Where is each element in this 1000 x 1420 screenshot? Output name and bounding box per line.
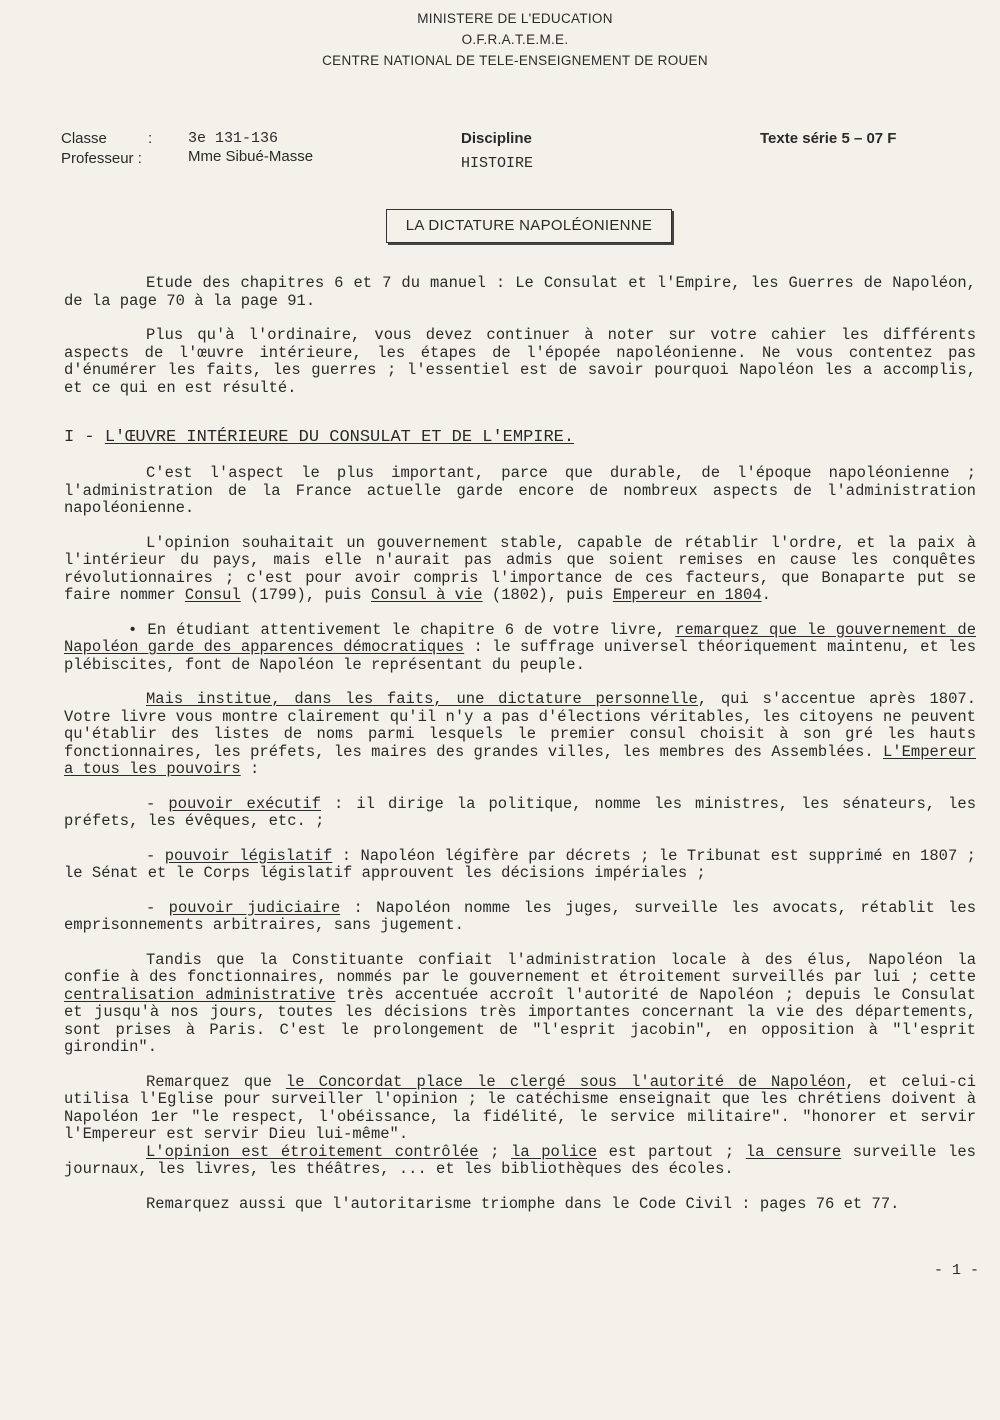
professeur-value: Mme Sibué-Masse — [188, 148, 314, 165]
section-heading — [64, 428, 574, 447]
document-title: LA DICTATURE NAPOLÉONIENNE — [386, 209, 672, 243]
section-number: I - — [64, 428, 95, 447]
underlined-text: Consul à vie — [370, 586, 483, 604]
underlined-text: L'opinion est étroitement contrôlée — [146, 1142, 479, 1161]
body-paragraph-3 — [64, 622, 976, 675]
underlined-text: L'Empereur a tous les pouvoirs — [64, 742, 976, 778]
body-paragraph-4 — [64, 691, 976, 779]
text-run: Remarquez que — [146, 1072, 286, 1091]
body-block — [64, 465, 976, 1213]
text-run: : il dirige la politique, nomme les ministres, les sénateurs, les préfets, les évêques, etc. ; — [64, 794, 977, 830]
text-run: , et celui-ci utilisa l'Eglise pour surveiller l'opinion ; le catéchisme enseignait que les chrétiens doivent à Napoléon 1er "le respect, l'obéissance, la fidélité, le service militaire". "honorer et servir l'Empereur est servir Dieu lui-même". — [64, 1072, 977, 1143]
document-header — [0, 8, 1000, 71]
dash: - — [146, 794, 169, 813]
text-run: : le suffrage universel théoriquement maintenu, et les plébiscites, font de Napoléon le représentant du peuple. — [64, 638, 976, 674]
classe-colon: : — [148, 130, 153, 147]
text-run: . — [761, 586, 771, 604]
body-paragraph-2 — [64, 535, 976, 605]
underlined-text: le Concordat place le clergé sous l'autorité de Napoléon — [285, 1072, 846, 1091]
ofrateme-line: O.F.R.A.T.E.M.E. — [461, 32, 569, 47]
text-run: : — [240, 760, 260, 778]
text-run: : Napoléon nomme les juges, surveille les avocats, rétablit les emprisonnements arbitraires, sans jugement. — [64, 898, 976, 934]
underlined-text: Mais institue, dans les faits, une dictature personnelle — [146, 690, 698, 708]
power-item-legislative — [64, 848, 976, 883]
underlined-text: centralisation administrative — [64, 985, 336, 1004]
body-paragraph-8: Remarquez aussi que l'autoritarisme triomphe dans le Code Civil : pages 76 et 77. — [146, 1194, 900, 1213]
discipline-value: HISTOIRE — [461, 155, 534, 172]
text-run: En étudiant attentivement le chapitre 6 de votre livre, — [137, 620, 676, 639]
classe-label: Classe — [61, 130, 107, 147]
underlined-text: pouvoir législatif — [164, 846, 333, 865]
text-run: est partout ; — [597, 1142, 746, 1161]
page-number: - 1 - — [934, 1262, 980, 1279]
underlined-text: la police — [511, 1142, 598, 1161]
text-run: Tandis que la Constituante confiait l'administration locale à des élus, Napoléon la confie à des fonctionnaires, nommés par le gouvernement et étroitement surveillés par lui ; cette — [64, 950, 976, 986]
body-paragraph-5 — [64, 952, 976, 1057]
text-run: (1799), puis — [240, 586, 371, 604]
body-paragraph-1: C'est l'aspect le plus important, parce que durable, de l'époque napoléonienne ; l'administration de la France actuelle garde encore de nombreux aspects de l'administration napoléonienne. — [64, 464, 976, 517]
body-paragraph-7 — [64, 1144, 976, 1179]
section-title: L'ŒUVRE INTÉRIEURE DU CONSULAT ET DE L'EMPIRE. — [104, 428, 575, 447]
underlined-text: pouvoir exécutif — [168, 794, 321, 813]
text-run: : Napoléon légifère par décrets ; le Tribunat est supprimé en 1807 ; le Sénat et le Corps législatif approuvent les décisions impériales ; — [64, 846, 976, 882]
text-run: (1802), puis — [482, 586, 613, 604]
professeur-label: Professeur : — [61, 150, 142, 167]
discipline-label: Discipline — [461, 130, 532, 147]
dash: - — [146, 898, 169, 917]
text-run: L'opinion souhaitait un gouvernement stable, capable de rétablir l'ordre, et la paix à l'intérieur du pays, mais elle n'aurait pas admis que soient remises en cause les conquêtes révolutionnaires ; c'est pour avoir compris l'importance de ces facteurs, que Bonaparte put se faire nommer — [64, 533, 976, 604]
power-item-executive — [64, 796, 976, 831]
power-item-judicial — [64, 900, 976, 935]
classe-value: 3e 131-136 — [188, 130, 279, 147]
intro-block — [64, 275, 976, 397]
dash: - — [146, 846, 165, 865]
underlined-text: pouvoir judiciaire — [168, 898, 341, 917]
center-line: CENTRE NATIONAL DE TELE-ENSEIGNEMENT DE ROUEN — [322, 53, 708, 68]
underlined-text: remarquez que le gouvernement de Napoléon garde des apparences démocratiques — [64, 620, 976, 656]
ministry-line: MINISTERE DE L'EDUCATION — [417, 11, 613, 26]
text-run: ; — [478, 1142, 512, 1161]
serie-reference: Texte série 5 – 07 F — [760, 130, 897, 147]
underlined-text: Consul — [184, 586, 241, 604]
text-run: , qui s'accentue après 1807. Votre livre vous montre clairement qu'il n'y a pas d'élections véritables, les citoyens ne peuvent qu'établir des listes de noms parmi lesquels le premier consul choisit à son gré les hauts fonctionnaires, les préfets, les maires des grandes villes, les membres des Assemblées. — [64, 690, 976, 761]
intro-paragraph-1: Etude des chapitres 6 et 7 du manuel : Le Consulat et l'Empire, les Guerres de Napoléon, de la page 70 à la page 91. — [64, 274, 976, 310]
text-run: surveille les journaux, les livres, les théâtres, ... et les bibliothèques des écoles. — [64, 1142, 976, 1178]
underlined-text: Empereur en 1804 — [612, 586, 762, 604]
intro-paragraph-2: Plus qu'à l'ordinaire, vous devez continuer à noter sur votre cahier les différents aspects de l'œuvre intérieure, les étapes de l'épopée napoléonienne. Ne vous contentez pas d'énumérer les faits, les guerres ; l'essentiel est de savoir pourquoi Napoléon les a accomplis, et ce qui en est résulté. — [64, 326, 976, 397]
underlined-text: la censure — [745, 1142, 842, 1161]
bullet-icon: • — [128, 620, 138, 639]
text-run: très accentuée accroît l'autorité de Napoléon ; depuis le Consulat et jusqu'à nos jours, toutes les décisions très importantes concernant la vie des départements, sont prises à Paris. C'est le prolongement de "l'esprit jacobin", en opposition à "l'esprit girondin". — [64, 985, 977, 1056]
body-paragraph-6 — [64, 1074, 976, 1144]
